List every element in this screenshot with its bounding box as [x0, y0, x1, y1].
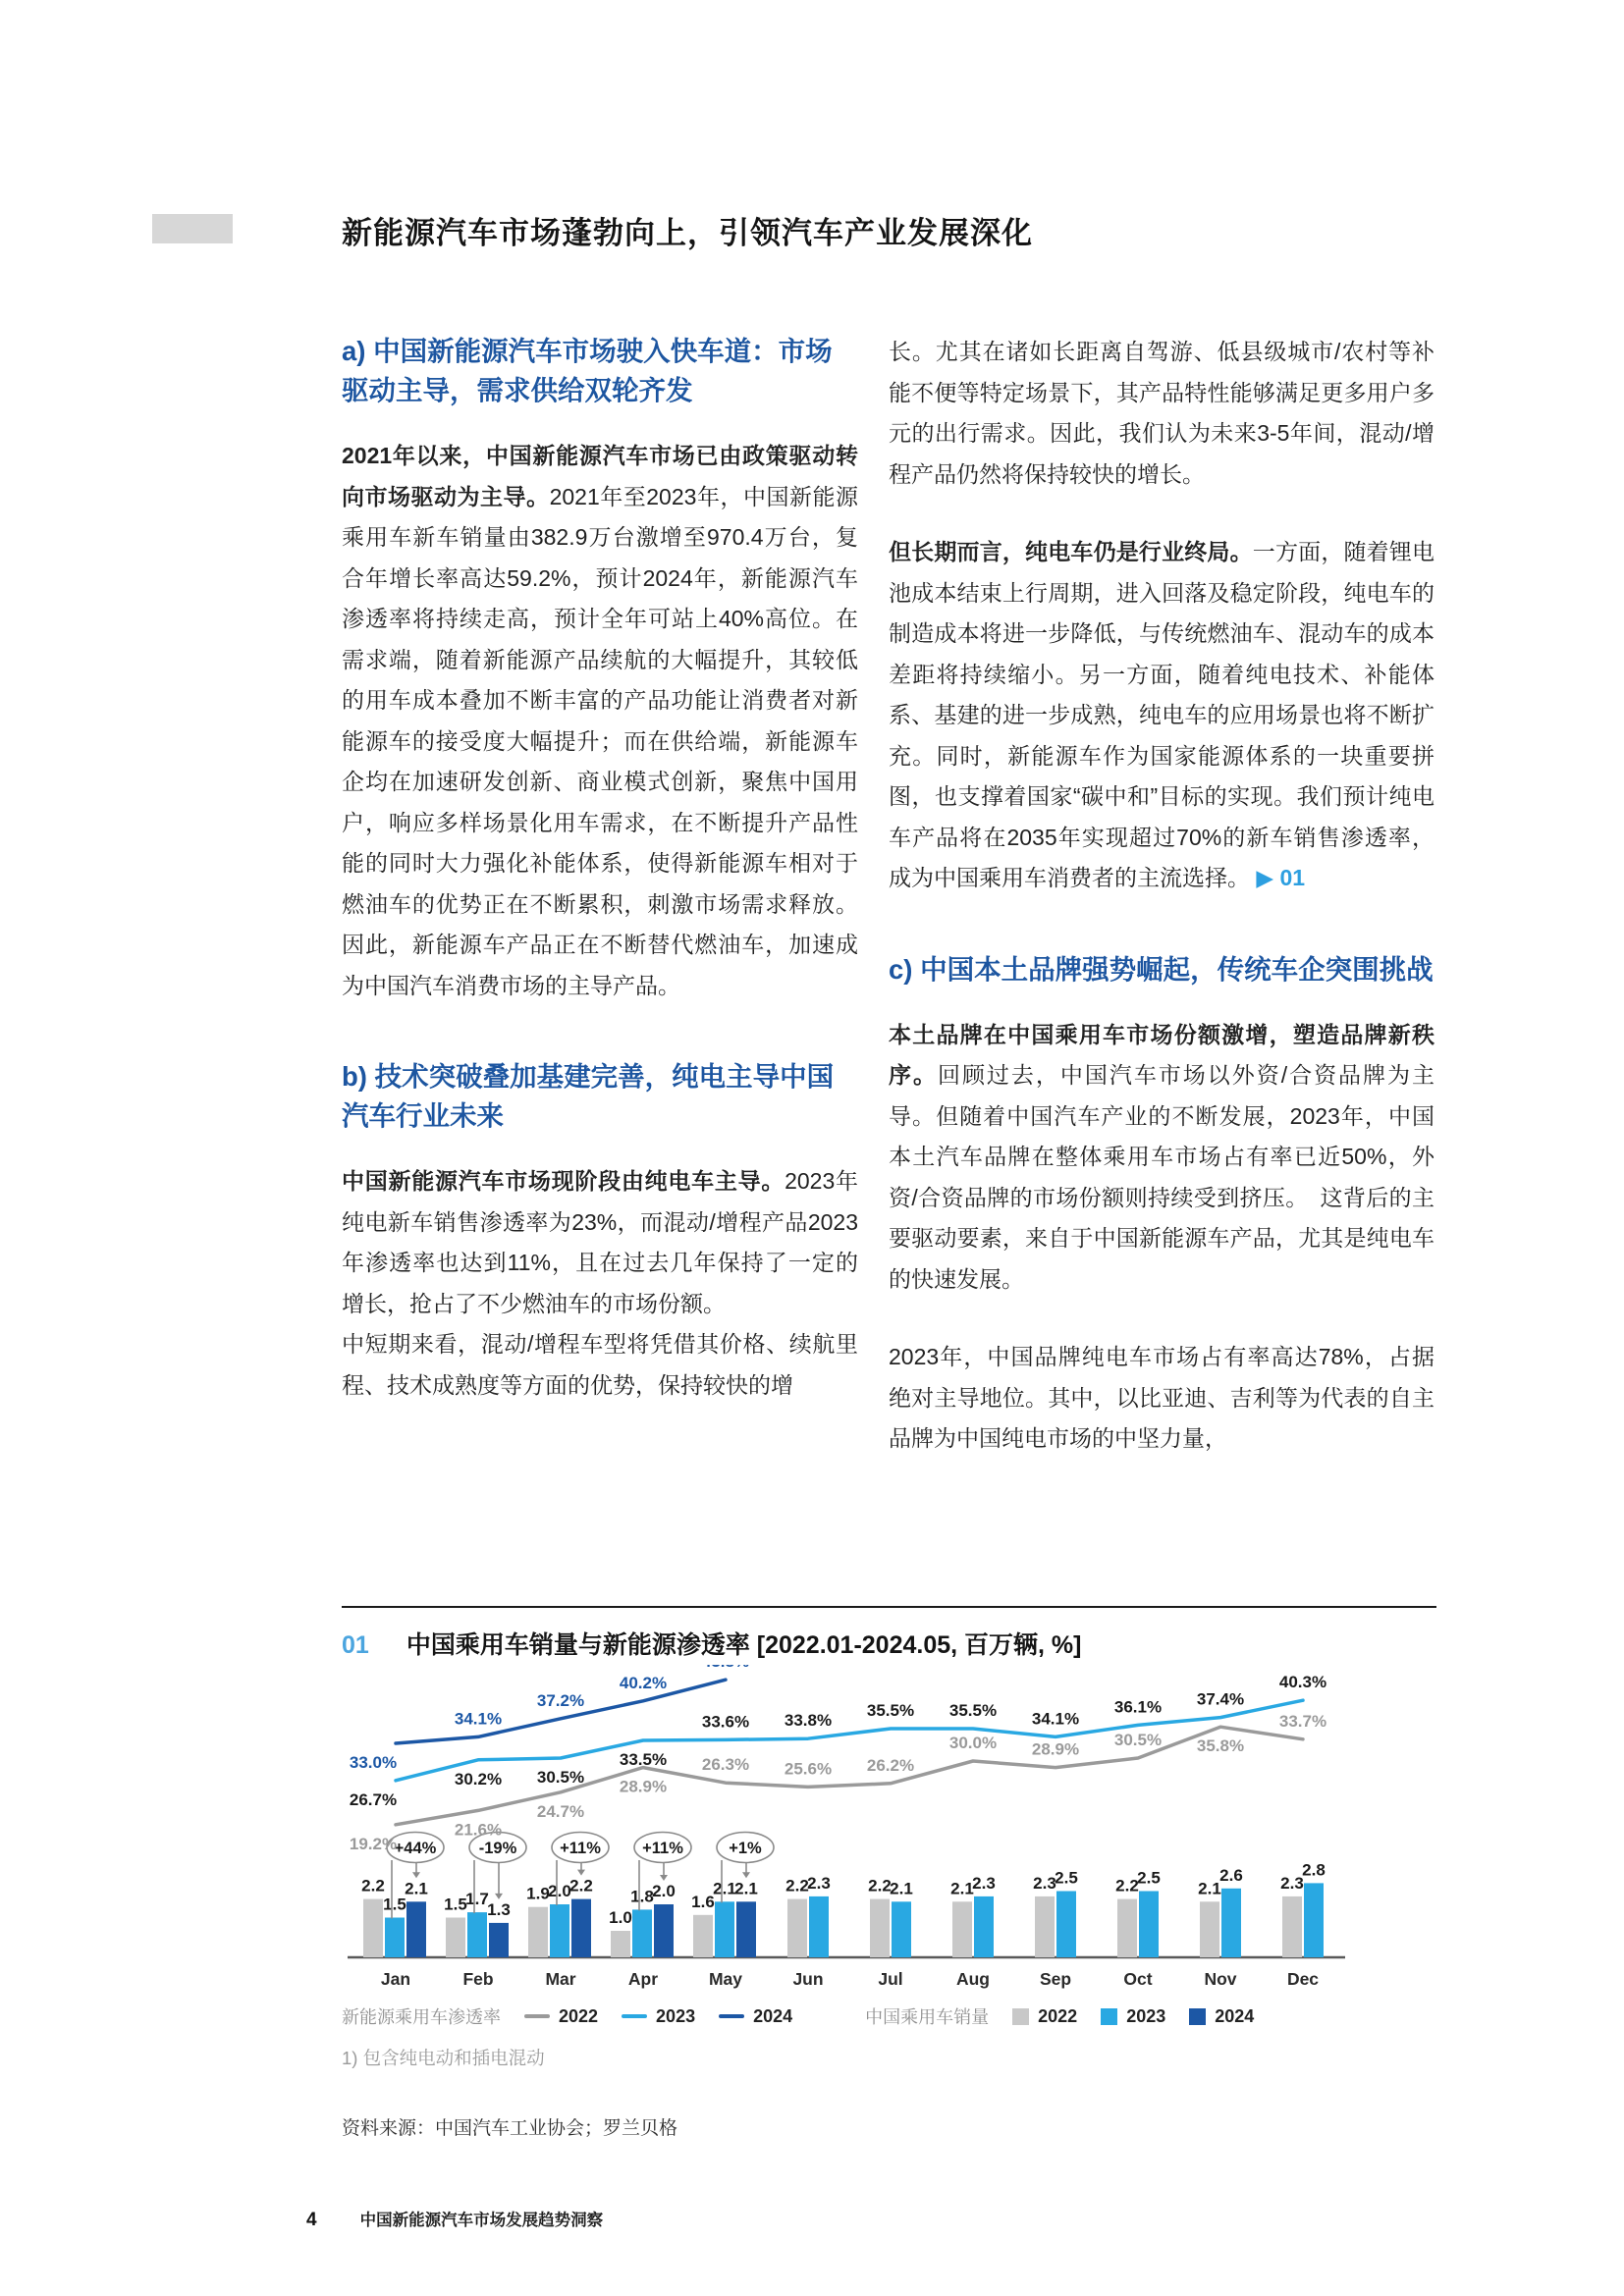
- penetration-value-label: 34.1%: [454, 1709, 503, 1729]
- month-label: Jan: [380, 1969, 411, 1989]
- footer-doc-title: 中国新能源汽车市场发展趋势洞察: [359, 2212, 604, 2229]
- penetration-value-label: 37.4%: [1196, 1689, 1245, 1709]
- bar-value-label: 2.2: [569, 1876, 593, 1896]
- sales-bar-2022-Aug: [952, 1901, 972, 1957]
- month-label: Feb: [462, 1969, 494, 1989]
- penetration-value-label: 36.1%: [1113, 1697, 1163, 1717]
- bar-value-label: 2.2: [361, 1876, 385, 1896]
- penetration-value-label: 40.3%: [1278, 1673, 1327, 1692]
- penetration-value-label: 33.0%: [349, 1753, 398, 1772]
- sales-bar-2024-Feb: [489, 1923, 509, 1957]
- bar-value-label: 2.1: [1198, 1879, 1221, 1898]
- sales-bar-2023-Feb: [467, 1912, 487, 1957]
- penetration-value-label: 30.5%: [536, 1768, 585, 1787]
- bar-value-label: 2.3: [1033, 1873, 1056, 1893]
- sales-bar-2024-May: [736, 1901, 756, 1957]
- bar-value-label: 2.1: [405, 1879, 428, 1898]
- penetration-value-label: 40.2%: [619, 1673, 668, 1692]
- penetration-value-label: [702, 1665, 749, 1671]
- long-term-paragraph: [889, 532, 1435, 899]
- legend-item-line-2023: [622, 2006, 695, 2027]
- bar-value-label: 2.1: [713, 1879, 736, 1898]
- line-swatch-icon: [719, 2014, 744, 2018]
- sales-bar-2022-Nov: [1200, 1901, 1219, 1957]
- bar-value-label: 2.8: [1302, 1860, 1326, 1880]
- bar-value-label: 2.5: [1055, 1868, 1078, 1888]
- sales-bar-2023-Jan: [385, 1918, 405, 1958]
- section-c-paragraph: [889, 1015, 1435, 1301]
- bar-value-label: 2.3: [807, 1873, 831, 1893]
- line-swatch-icon: [622, 2014, 647, 2018]
- section-c-lead: 本土品牌在中国乘用车市场份额激增，塑造品牌新秩序。: [889, 1021, 1435, 1088]
- bar-value-label: 1.5: [444, 1895, 467, 1914]
- sales-bar-2023-May: [715, 1901, 734, 1957]
- annotation-label: -19%: [478, 1840, 517, 1857]
- month-label: Aug: [955, 1969, 991, 1989]
- penetration-value-label: 24.7%: [536, 1801, 585, 1821]
- bar-value-label: 2.1: [890, 1879, 913, 1898]
- page-title: 新能源汽车市场蓬勃向上，引领汽车产业发展深化: [342, 216, 1033, 250]
- penetration-value-label: 35.5%: [866, 1701, 915, 1720]
- month-label: Dec: [1286, 1969, 1320, 1989]
- month-label: Jul: [878, 1969, 903, 1989]
- sales-bar-2022-Jun: [787, 1899, 807, 1957]
- legend-item-line-2024: [719, 2006, 792, 2027]
- annotation-label: +1%: [729, 1840, 762, 1857]
- month-label: Sep: [1039, 1969, 1072, 1989]
- penetration-value-label: 26.7%: [349, 1789, 398, 1809]
- section-b-lead: 中国新能源汽车市场现阶段由纯电车主导。: [342, 1168, 785, 1194]
- penetration-value-label: 28.9%: [619, 1777, 668, 1796]
- sales-bar-2022-Jul: [870, 1899, 890, 1957]
- bar-value-label: 1.7: [465, 1890, 489, 1909]
- sales-bar-2024-Jan: [406, 1901, 426, 1957]
- sales-bar-2022-Mar: [528, 1907, 548, 1957]
- sales-bar-2022-Feb: [446, 1918, 465, 1958]
- month-label: Apr: [627, 1969, 659, 1989]
- section-b-heading: b) 技术突破叠加基建完善，纯电主导中国汽车行业未来: [342, 1061, 835, 1131]
- section-c-body: 回顾过去，中国汽车市场以外资/合资品牌为主导。但随着中国汽车产业的不断发展，2023年，中国本土汽车品牌在整体乘用车市场占有率已近50%，外资/合资品牌的市场份额则持续受到挤压。 这背后的主要驱动要素，来自于中国新能源车产品，尤其是纯电车的快速发展。: [889, 1062, 1435, 1292]
- sales-bar-2022-Apr: [611, 1931, 630, 1957]
- figure-divider: [342, 1606, 1436, 1608]
- figure-number: 01: [342, 1631, 369, 1659]
- bar-value-label: 1.9: [526, 1884, 550, 1903]
- sales-bar-2023-Apr: [632, 1909, 652, 1957]
- penetration-value-label: 35.8%: [1196, 1736, 1245, 1756]
- figure-01-link[interactable]: ▶ 01: [1256, 865, 1306, 890]
- bar-value-label: 2.2: [868, 1876, 892, 1896]
- page-number: 4: [306, 2210, 317, 2230]
- penetration-line-2023: [396, 1700, 1303, 1781]
- bar-value-label: 2.0: [548, 1882, 571, 1900]
- penetration-value-label: 33.8%: [784, 1711, 833, 1731]
- sales-bar-2023-Nov: [1221, 1889, 1241, 1957]
- bar-value-label: 1.5: [383, 1895, 406, 1914]
- sales-bar-2023-Sep: [1056, 1892, 1076, 1958]
- sales-bar-2022-Dec: [1282, 1896, 1302, 1957]
- sales-bar-2022-Sep: [1035, 1896, 1055, 1957]
- line-swatch-icon: [524, 2014, 550, 2018]
- bar-swatch-icon: [1189, 2008, 1206, 2025]
- legend-year-label: 2022: [559, 2005, 599, 2026]
- sales-bar-2023-Oct: [1139, 1892, 1159, 1958]
- sales-bar-2024-Apr: [654, 1904, 674, 1957]
- penetration-value-label: 30.0%: [948, 1734, 998, 1752]
- sales-bar-2023-Jun: [809, 1896, 829, 1957]
- month-label: Nov: [1204, 1969, 1237, 1989]
- penetration-value-label: 33.6%: [701, 1712, 750, 1732]
- penetration-value-label: 34.1%: [1031, 1709, 1080, 1729]
- legend-sales-label: 中国乘用车销量: [865, 2007, 990, 2027]
- sales-bar-2022-Oct: [1117, 1899, 1137, 1957]
- penetration-value-label: 26.2%: [866, 1755, 915, 1775]
- legend-year-label: 2024: [1215, 2005, 1255, 2026]
- penetration-value-label: 35.5%: [948, 1701, 998, 1720]
- figure-block: [342, 1665, 1436, 2140]
- month-label: May: [708, 1969, 743, 1989]
- bar-value-label: 1.0: [609, 1908, 632, 1927]
- section-b-paragraph: [342, 1161, 858, 1324]
- long-term-lead: 但长期而言，纯电车仍是行业终局。: [889, 539, 1253, 564]
- legend-year-label: 2023: [656, 2005, 696, 2026]
- penetration-value-label: 33.5%: [619, 1750, 668, 1769]
- penetration-value-label: 21.6%: [454, 1820, 503, 1840]
- page-footer: [306, 2207, 603, 2231]
- penetration-value-label: 37.2%: [536, 1690, 585, 1710]
- month-label: Mar: [545, 1969, 576, 1989]
- bar-value-label: 2.5: [1137, 1868, 1161, 1888]
- penetration-line-2024: [396, 1680, 726, 1743]
- penetration-value-label: 28.9%: [1031, 1739, 1080, 1759]
- sales-bar-2023-Dec: [1304, 1883, 1324, 1957]
- section-c-paragraph-2: 2023年，中国品牌纯电车市场占有率高达78%，占据绝对主导地位。其中，以比亚迪、吉利等为代表的自主品牌为中国纯电市场的中坚力量，: [889, 1344, 1435, 1451]
- section-b-body: 2023年纯电新车销售渗透率为23%，而混动/增程产品2023年渗透率也达到11%，且在过去几年保持了一定的增长，抢占了不少燃油车的市场份额。: [342, 1168, 859, 1316]
- long-term-body: 一方面，随着锂电池成本结束上行周期，进入回落及稳定阶段，纯电车的制造成本将进一步降低，与传统燃油车、混动车的成本差距将持续缩小。另一方面，随着纯电技术、补能体系、基建的进一步成熟，纯电车的应用场景也将不断扩充。同时，新能源车作为国家能源体系的一块重要拼图，也支撑着国家“碳中和”目标的实现。我们预计纯电车产品将在2035年实现超过70%的新车销售渗透率，成为中国乘用车消费者的主流选择。: [889, 539, 1435, 890]
- section-a-heading: a) 中国新能源汽车市场驶入快车道：市场驱动主导，需求供给双轮齐发: [342, 336, 833, 405]
- penetration-value-label: 30.5%: [1113, 1731, 1163, 1749]
- bar-value-label: 1.3: [487, 1899, 511, 1919]
- sales-bar-2023-Aug: [974, 1896, 994, 1957]
- figure-header: [342, 1626, 1436, 1661]
- figure-title: 中国乘用车销量与新能源渗透率 [2022.01-2024.05, 百万辆, %]: [406, 1631, 1082, 1659]
- bar-value-label: 1.8: [630, 1887, 654, 1906]
- bar-value-label: 2.2: [785, 1876, 809, 1896]
- sales-bar-2024-Mar: [571, 1899, 591, 1957]
- bar-value-label: 2.1: [950, 1879, 974, 1898]
- chart-footnote: 1) 包含纯电动和插电混动: [342, 2048, 545, 2068]
- legend-item-bar-2022: [1012, 2006, 1077, 2027]
- sales-bar-2023-Jul: [892, 1901, 911, 1957]
- bar-value-label: 2.1: [734, 1879, 758, 1898]
- chart-canvas: [342, 1665, 1436, 1995]
- legend-penetration-label: 新能源乘用车渗透率: [342, 2007, 501, 2027]
- bar-value-label: 2.6: [1219, 1865, 1243, 1885]
- penetration-value-label: 25.6%: [784, 1759, 833, 1779]
- left-column: [342, 332, 858, 1406]
- header-deco-bar: [152, 214, 233, 243]
- bar-value-label: 2.2: [1115, 1876, 1139, 1896]
- section-a-paragraph: [342, 436, 858, 1006]
- legend-item-bar-2024: [1189, 2006, 1254, 2027]
- right-column: [889, 332, 1435, 1460]
- continuation-paragraph: 长。尤其在诸如长距离自驾游、低县级城市/农村等补能不便等特定场景下，其产品特性能够满足更多用户多元的出行需求。因此，我们认为未来3-5年间，混动/增程产品仍然将保持较快的增长。: [889, 339, 1435, 487]
- bar-swatch-icon: [1101, 2008, 1117, 2025]
- chart-source: 资料来源：中国汽车工业协会；罗兰贝格: [342, 2118, 678, 2139]
- penetration-value-label: 19.2%: [349, 1834, 398, 1853]
- bar-value-label: 2.3: [1280, 1873, 1304, 1893]
- section-a-lead: 2021年以来，中国新能源汽车市场已由政策驱动转向市场驱动为主导。: [342, 443, 858, 509]
- sales-bar-2023-Mar: [550, 1904, 569, 1957]
- penetration-value-label: 33.7%: [1278, 1711, 1327, 1731]
- legend-item-bar-2023: [1101, 2006, 1165, 2027]
- annotation-arrowhead-icon: [495, 1894, 503, 1899]
- legend-item-line-2022: [524, 2006, 598, 2027]
- annotation-label: +44%: [394, 1840, 437, 1857]
- legend-year-label: 2024: [753, 2005, 793, 2026]
- section-a-body: 2021年至2023年，中国新能源乘用车新车销量由382.9万台激增至970.4万台，复合年增长率高达59.2%，预计2024年，新能源汽车渗透率将持续走高，预计全年可站上40%高位。在需求端，随着新能源产品续航的大幅提升，其较低的用车成本叠加不断丰富的产品功能让消费者对新能源车的接受度大幅提升；而在供给端，新能源车企均在加速研发创新、商业模式创新，聚焦中国用户，响应多样场景化用车需求，在不断提升产品性能的同时大力强化补能体系，使得新能源车相对于燃油车的优势正在不断累积，刺激市场需求释放。因此，新能源车产品正在不断替代燃油车，加速成为中国汽车消费市场的主导产品。: [342, 483, 858, 998]
- legend-year-label: 2023: [1126, 2005, 1166, 2026]
- annotation-label: +11%: [560, 1840, 601, 1857]
- annotation-arrowhead-icon: [660, 1875, 668, 1881]
- penetration-value-label: 30.2%: [454, 1769, 503, 1789]
- annotation-arrowhead-icon: [412, 1872, 420, 1878]
- section-c-heading: c) 中国本土品牌强势崛起，传统车企突围挑战: [889, 953, 1434, 985]
- annotation-arrowhead-icon: [742, 1872, 750, 1878]
- month-label: Jun: [792, 1969, 824, 1989]
- section-b-paragraph-2: 中短期来看，混动/增程车型将凭借其价格、续航里程、技术成熟度等方面的优势，保持较快的增: [342, 1331, 858, 1398]
- bar-value-label: 2.0: [652, 1882, 676, 1900]
- bar-value-label: 1.6: [691, 1892, 715, 1911]
- sales-bar-2022-Jan: [363, 1899, 383, 1957]
- bar-swatch-icon: [1012, 2008, 1029, 2025]
- annotation-label: +11%: [642, 1840, 683, 1857]
- annotation-arrowhead-icon: [577, 1870, 585, 1876]
- bar-value-label: 2.3: [972, 1873, 996, 1893]
- penetration-value-label: 26.3%: [701, 1755, 750, 1775]
- penetration-line-2022: [396, 1727, 1303, 1825]
- chart-legend: [342, 2003, 1436, 2029]
- sales-bar-2022-May: [693, 1915, 713, 1957]
- month-label: Oct: [1123, 1969, 1153, 1989]
- legend-year-label: 2022: [1038, 2005, 1078, 2026]
